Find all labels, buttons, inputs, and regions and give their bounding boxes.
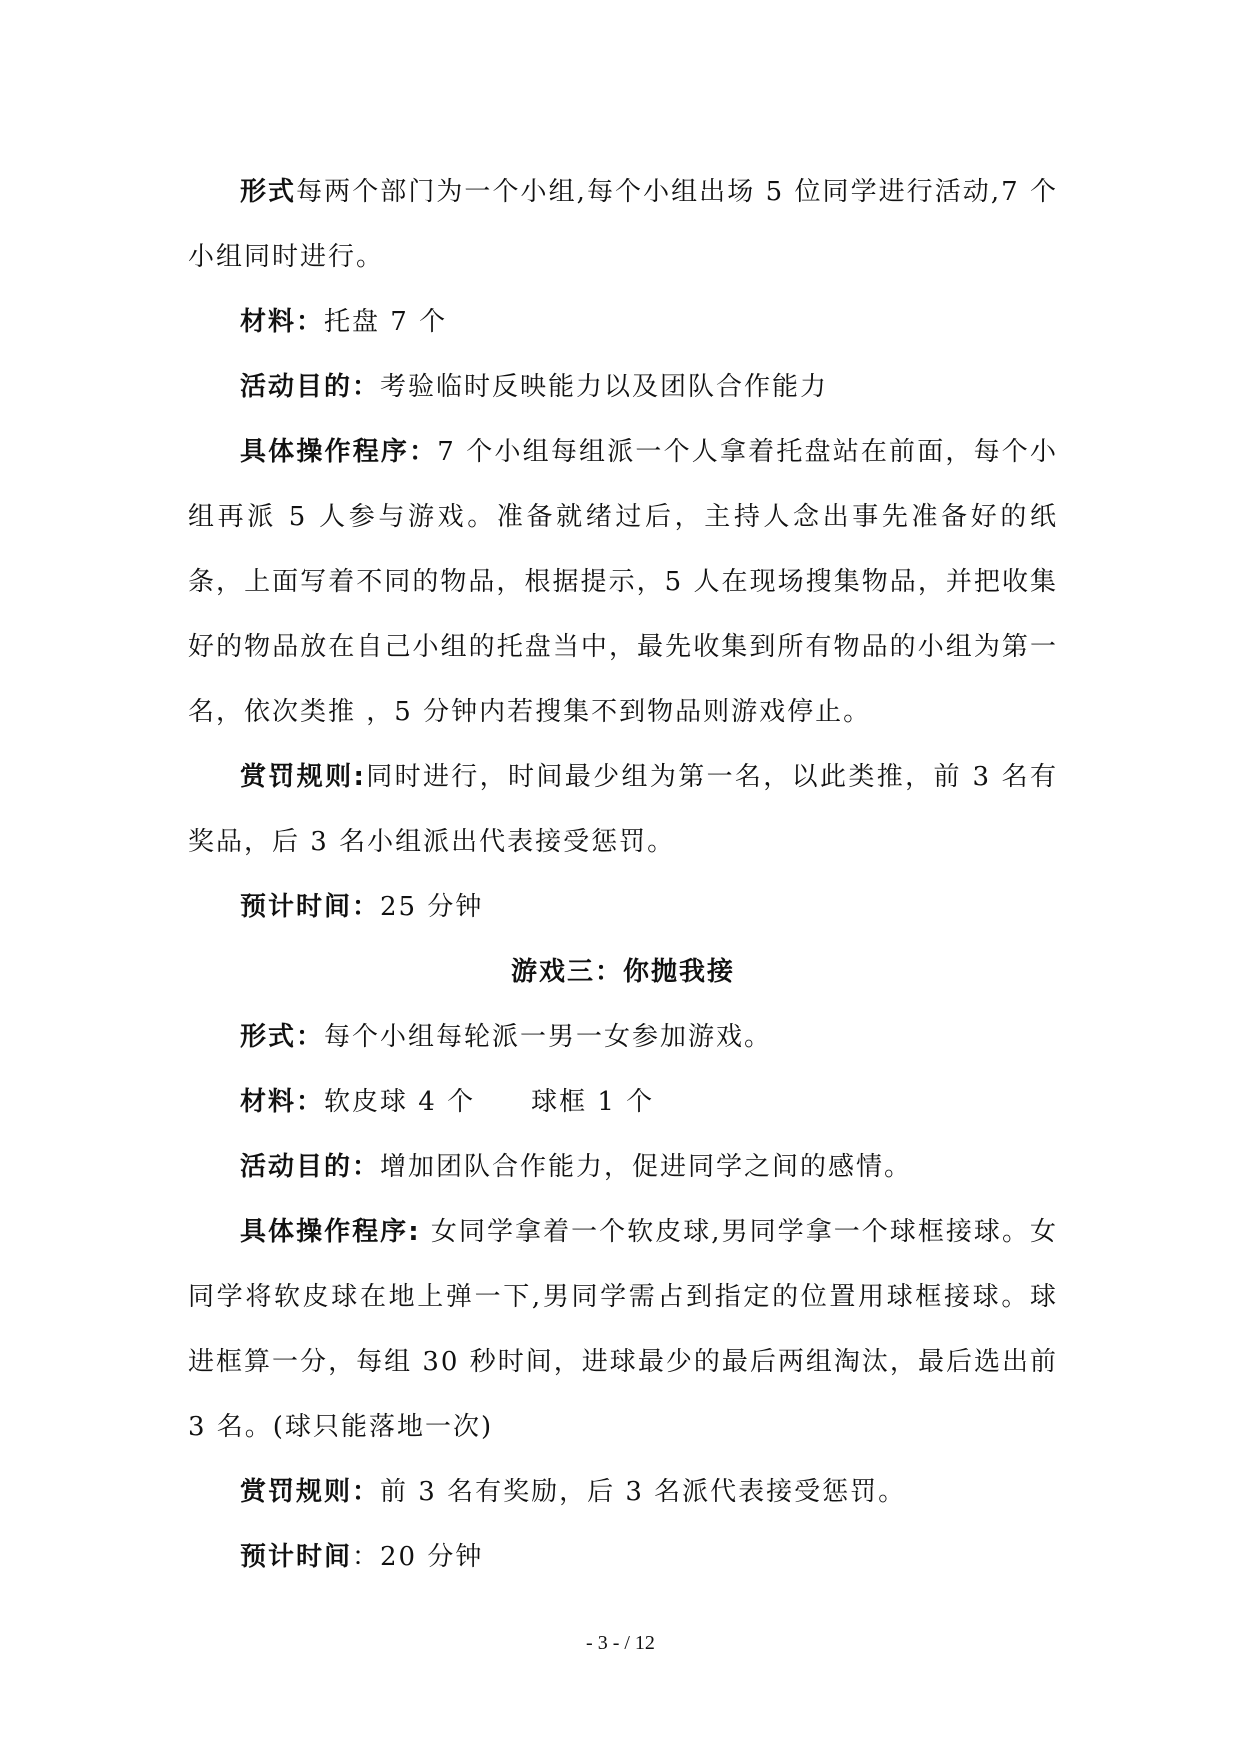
paragraph-form xyxy=(188,1005,1058,1070)
paragraph-text: 每两个部门为一个小组,每个小组出场 5 位同学进行活动,7 个小组同时进行。 xyxy=(188,177,1058,272)
paragraph-text: ：20 分钟 xyxy=(352,1542,484,1572)
paragraph-text: 7 个小组每组派一个人拿着托盘站在前面，每个小组再派 5 人参与游戏。准备就绪过后，主持人念出事先准备好的纸条，上面写着不同的物品，根据提示，5 人在现场搜集物品，并把收集好的物品放在自己小组的托盘当中，最先收集到所有物品的小组为第一名，依次类推 ，5 分钟内若搜集不到物品则游戏停止。 xyxy=(188,437,1058,727)
term-label: 材料： xyxy=(240,307,325,337)
paragraph-text: 增加团队合作能力，促进同学之间的感情。 xyxy=(380,1152,913,1182)
term-label: 活动目的： xyxy=(240,1152,381,1182)
paragraph-text: 女同学拿着一个软皮球,男同学拿一个球框接球。女同学将软皮球在地上弹一下,男同学需占到指定的位置用球框接球。球进框算一分，每组 30 秒时间，进球最少的最后两组淘汰，最后选出前 3 名。(球只能落地一次) xyxy=(188,1217,1058,1442)
paragraph-text: 前 3 名有奖励，后 3 名派代表接受惩罚。 xyxy=(380,1477,907,1507)
page-number: - 3 - / 12 xyxy=(586,1632,655,1654)
paragraph-procedure xyxy=(188,420,1058,745)
paragraph-text: 每个小组每轮派一男一女参加游戏。 xyxy=(324,1022,773,1052)
term-label: 形式： xyxy=(240,1022,325,1052)
paragraph-form xyxy=(188,160,1058,290)
paragraph-text: 软皮球 4 个 球框 1 个 xyxy=(324,1087,655,1117)
paragraph-purpose xyxy=(188,355,1058,420)
paragraph-text: 25 分钟 xyxy=(380,892,484,922)
paragraph-text: 托盘 7 个 xyxy=(324,307,448,337)
document-body xyxy=(188,160,1058,1590)
paragraph-materials xyxy=(188,290,1058,355)
paragraph-text: 同时进行，时间最少组为第一名，以此类推，前 3 名有奖品，后 3 名小组派出代表接受惩罚。 xyxy=(188,762,1058,857)
term-label: 材料： xyxy=(240,1087,325,1117)
term-label: 预计时间： xyxy=(240,892,381,922)
section-heading: 游戏三：你抛我接 xyxy=(510,957,735,987)
term-label: 具体操作程序: xyxy=(240,1217,421,1247)
paragraph-time xyxy=(188,1525,1058,1590)
term-label: 赏罚规则: xyxy=(240,762,366,792)
term-label: 预计时间 xyxy=(240,1542,353,1572)
paragraph-text: 考验临时反映能力以及团队合作能力 xyxy=(380,372,829,402)
paragraph-rules xyxy=(188,745,1058,875)
paragraph-purpose xyxy=(188,1135,1058,1200)
term-label: 形式 xyxy=(240,177,297,207)
paragraph-time xyxy=(188,875,1058,940)
term-label: 赏罚规则： xyxy=(240,1477,381,1507)
term-label: 活动目的： xyxy=(240,372,381,402)
paragraph-procedure xyxy=(188,1200,1058,1460)
paragraph-materials xyxy=(188,1070,1058,1135)
paragraph-rules xyxy=(188,1460,1058,1525)
term-label: 具体操作程序： xyxy=(240,437,438,467)
